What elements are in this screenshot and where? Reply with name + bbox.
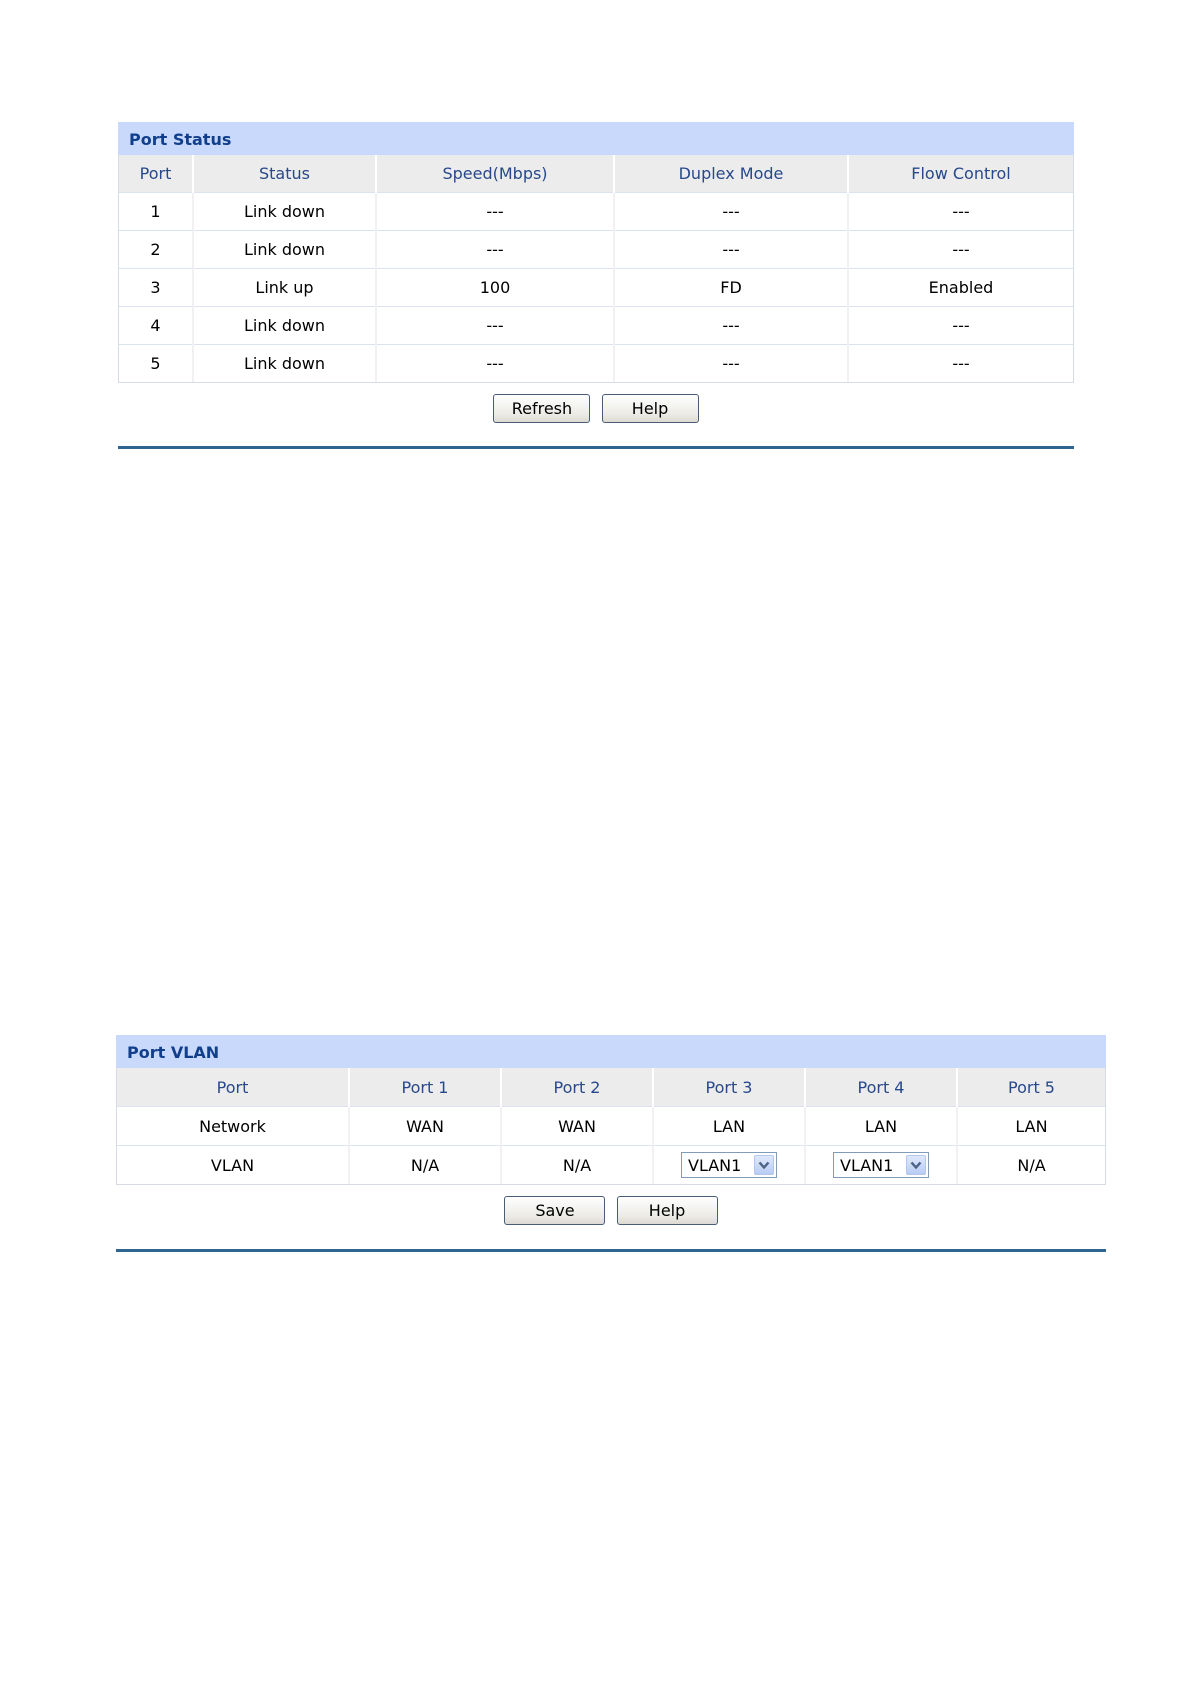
cell-network-port-5: LAN (957, 1107, 1105, 1146)
cell-vlan-port-5: N/A (957, 1146, 1105, 1185)
port-status-title: Port Status (118, 122, 1074, 155)
cell-flow-control: --- (848, 307, 1073, 345)
network-row (117, 1107, 1105, 1146)
cell-status: Link down (193, 345, 376, 383)
column-header-port-2: Port 2 (501, 1068, 653, 1107)
column-header-port-1: Port 1 (349, 1068, 501, 1107)
column-header-speed: Speed(Mbps) (376, 155, 614, 193)
vlan-row (117, 1146, 1105, 1185)
cell-duplex: FD (614, 269, 848, 307)
cell-port: 3 (119, 269, 193, 307)
column-header-status: Status (193, 155, 376, 193)
cell-speed: --- (376, 307, 614, 345)
cell-network-port-1: WAN (349, 1107, 501, 1146)
table-header-row (117, 1068, 1105, 1107)
section-divider (118, 446, 1074, 449)
cell-duplex: --- (614, 345, 848, 383)
cell-port: 1 (119, 193, 193, 231)
port-status-table-container (118, 155, 1074, 383)
port-vlan-panel (116, 1035, 1106, 1252)
table-row (119, 345, 1073, 383)
help-button[interactable]: Help (617, 1196, 718, 1225)
cell-status: Link down (193, 231, 376, 269)
row-label-network: Network (117, 1107, 349, 1146)
port-vlan-title: Port VLAN (116, 1035, 1106, 1068)
cell-status: Link down (193, 307, 376, 345)
table-row (119, 307, 1073, 345)
refresh-button[interactable]: Refresh (493, 394, 590, 423)
table-row (119, 269, 1073, 307)
port-vlan-table-container (116, 1068, 1106, 1185)
save-button[interactable]: Save (504, 1196, 605, 1225)
table-header-row (119, 155, 1073, 193)
cell-port: 5 (119, 345, 193, 383)
table-row (119, 231, 1073, 269)
port-status-button-row (118, 394, 1074, 425)
port-status-panel (118, 122, 1074, 449)
chevron-down-icon[interactable] (754, 1155, 774, 1175)
row-label-vlan: VLAN (117, 1146, 349, 1185)
cell-speed: --- (376, 231, 614, 269)
cell-duplex: --- (614, 231, 848, 269)
cell-flow-control: --- (848, 193, 1073, 231)
help-button[interactable]: Help (602, 394, 699, 423)
cell-vlan-port-2: N/A (501, 1146, 653, 1185)
cell-vlan-port-4 (805, 1146, 957, 1185)
column-header-port: Port (117, 1068, 349, 1107)
column-header-port-3: Port 3 (653, 1068, 805, 1107)
cell-speed: --- (376, 193, 614, 231)
section-divider (116, 1249, 1106, 1252)
port-vlan-button-row (116, 1196, 1106, 1227)
port-status-table (119, 155, 1073, 382)
cell-speed: 100 (376, 269, 614, 307)
column-header-port-4: Port 4 (805, 1068, 957, 1107)
port-vlan-table (117, 1068, 1105, 1184)
cell-vlan-port-1: N/A (349, 1146, 501, 1185)
port-3-vlan-value: VLAN1 (688, 1155, 742, 1175)
cell-duplex: --- (614, 193, 848, 231)
cell-network-port-3: LAN (653, 1107, 805, 1146)
port-3-vlan-select[interactable] (681, 1152, 777, 1178)
cell-port: 2 (119, 231, 193, 269)
chevron-down-icon[interactable] (906, 1155, 926, 1175)
cell-flow-control: --- (848, 345, 1073, 383)
cell-status: Link up (193, 269, 376, 307)
cell-flow-control: --- (848, 231, 1073, 269)
column-header-port-5: Port 5 (957, 1068, 1105, 1107)
table-row (119, 193, 1073, 231)
port-4-vlan-select[interactable] (833, 1152, 929, 1178)
port-4-vlan-value: VLAN1 (840, 1155, 894, 1175)
cell-status: Link down (193, 193, 376, 231)
cell-vlan-port-3 (653, 1146, 805, 1185)
cell-flow-control: Enabled (848, 269, 1073, 307)
cell-duplex: --- (614, 307, 848, 345)
column-header-flow-control: Flow Control (848, 155, 1073, 193)
cell-speed: --- (376, 345, 614, 383)
column-header-duplex-mode: Duplex Mode (614, 155, 848, 193)
cell-port: 4 (119, 307, 193, 345)
column-header-port: Port (119, 155, 193, 193)
cell-network-port-2: WAN (501, 1107, 653, 1146)
cell-network-port-4: LAN (805, 1107, 957, 1146)
